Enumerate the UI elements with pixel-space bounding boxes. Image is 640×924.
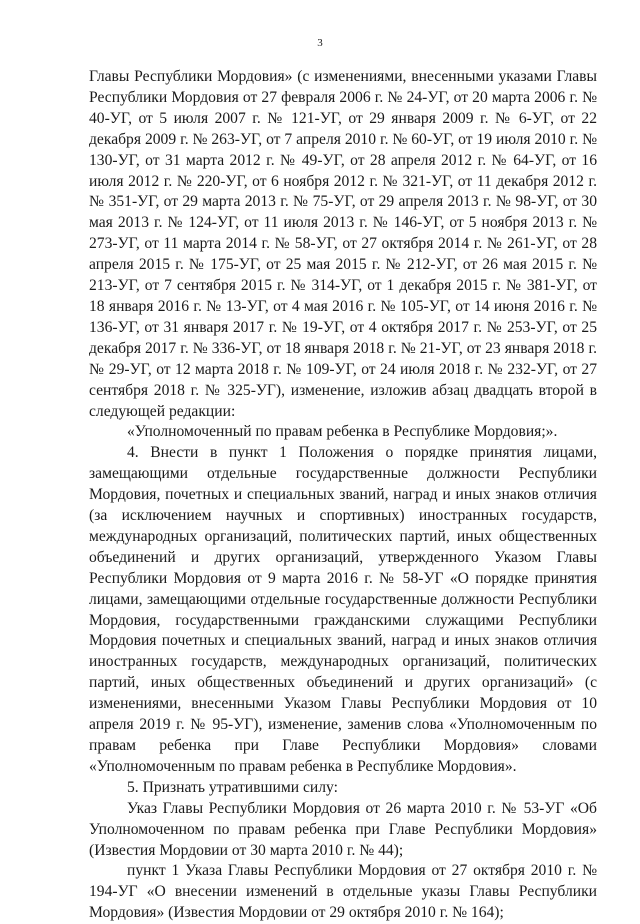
paragraph-item-5: 5. Признать утратившими силу: xyxy=(127,778,338,796)
paragraph-repealed-clause: пункт 1 Указа Главы Республики Мордовия от 27 октября 2010 г. № 194-УГ «О внесении изменений в отдельные указы Главы Республики Мордовия» (Известия Мордовии от 29 октября 2010 г. № 164); xyxy=(89,862,597,922)
page-number: 3 xyxy=(317,37,323,49)
paragraph-item-4: 4. Внести в пункт 1 Положения о порядке принятия лицами, замещающими отдельные государственные должности Республики Мордовия, почетных и специальных званий, наград и иных знаков отличия (за исключением научных и спортивных) иностранных государств, международных организаций, политических партий, иных общественных объединений и других организаций, утвержденного Указом Главы Республики Мордовия от 9 марта 2016 г. № 58-УГ «О порядке принятия лицами, замещающими отдельные государственные должности Республики Мордовия, государственными гражданскими служащими Республики Мордовия почетных и специальных званий, наград и иных знаков отличия иностранных государств, международных организаций, политических партий, иных общественных объединений и других организаций» (с изменениями, внесенными Указом Главы Республики Мордовия от 10 апреля 2019 г. № 95-УГ), изменение, заменив слова «Уполномоченным по правам ребенка при Главе Республики Мордовия» словами «Уполномоченным по правам ребенка в Республике Мордовия». xyxy=(89,444,597,775)
document-body xyxy=(89,67,597,924)
paragraph-repealed-decree: Указ Главы Республики Мордовия от 26 марта 2010 г. № 53-УГ «Об Уполномоченном по правам ребенка при Главе Республики Мордовия» (Известия Мордовии от 30 марта 2010 г. № 44); xyxy=(89,799,597,859)
paragraph-new-wording: «Уполномоченный по правам ребенка в Республике Мордовия;». xyxy=(127,423,558,441)
paragraph-amendment-list: Главы Республики Мордовия» (с изменениями, внесенными указами Главы Республики Мордовия от 27 февраля 2006 г. № 24-УГ, от 20 марта 2006 г. № 40-УГ, от 5 июля 2007 г. № 121-УГ, от 29 января 2009 г. № 6-УГ, от 22 декабря 2009 г. № 263-УГ, от 7 апреля 2010 г. № 60-УГ, от 19 июля 2010 г. № 130-УГ, от 31 марта 2012 г. № 49-УГ, от 28 апреля 2012 г. № 64-УГ, от 16 июля 2012 г. № 220-УГ, от 6 ноября 2012 г. № 321-УГ, от 11 декабря 2012 г. № 351-УГ, от 29 марта 2013 г. № 75-УГ, от 29 апреля 2013 г. № 98-УГ, от 30 мая 2013 г. № 124-УГ, от 11 июля 2013 г. № 146-УГ, от 5 ноября 2013 г. № 273-УГ, от 11 марта 2014 г. № 58-УГ, от 27 октября 2014 г. № 261-УГ, от 28 апреля 2015 г. № 175-УГ, от 25 мая 2015 г. № 212-УГ, от 26 мая 2015 г. № 213-УГ, от 7 сентября 2015 г. № 314-УГ, от 1 декабря 2015 г. № 381-УГ, от 18 января 2016 г. № 13-УГ, от 4 мая 2016 г. № 105-УГ, от 14 июня 2016 г. № 136-УГ, от 31 января 2017 г. № 19-УГ, от 4 октября 2017 г. № 253-УГ, от 25 декабря 2017 г. № 336-УГ, от 18 января 2018 г. № 21-УГ, от 23 января 2018 г. № 29-УГ, от 12 марта 2018 г. № 109-УГ, от 24 июля 2018 г. № 232-УГ, от 27 сентября 2018 г. № 325-УГ), изменение, изложив абзац двадцать второй в следующей редакции: xyxy=(89,68,597,420)
